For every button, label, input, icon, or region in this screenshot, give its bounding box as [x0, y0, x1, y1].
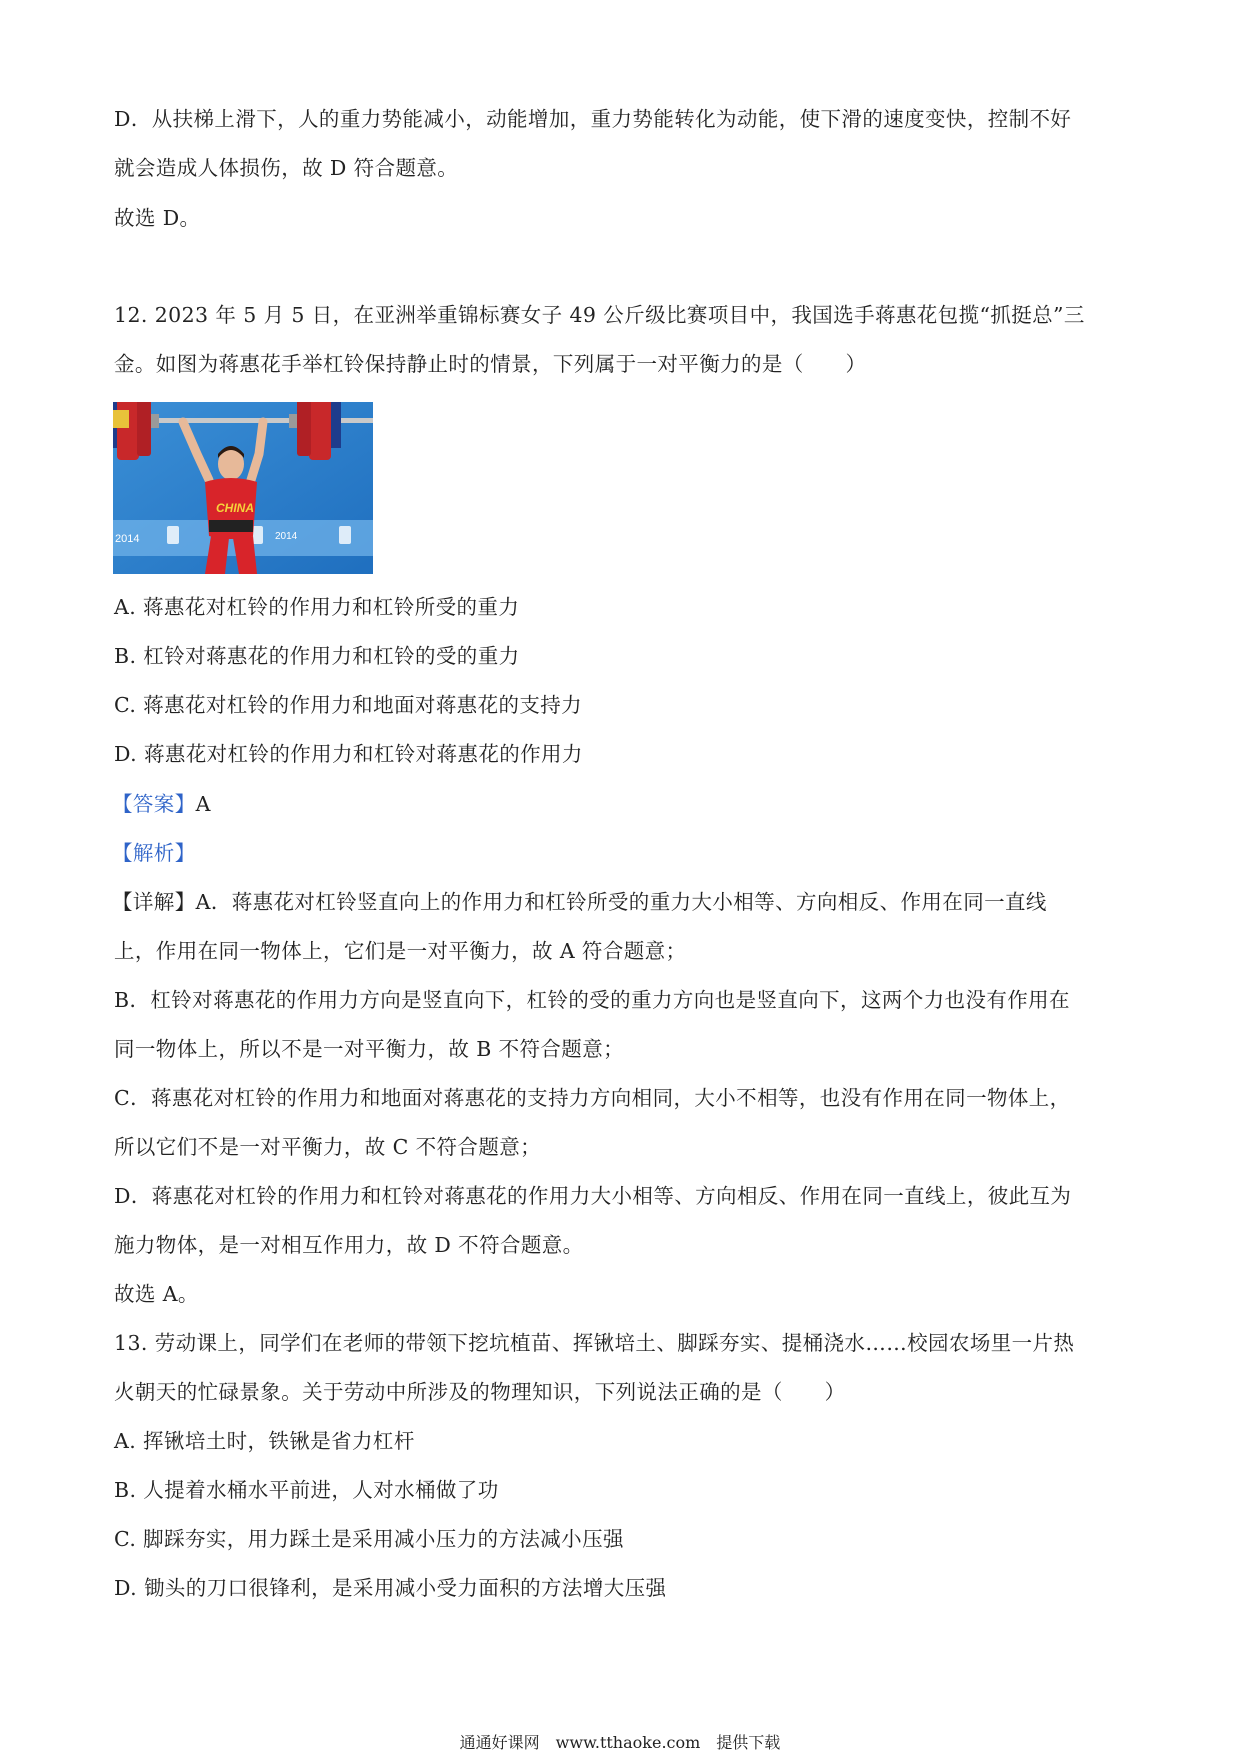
banner-logo-1 [167, 526, 179, 544]
banner-logo-3 [339, 526, 351, 544]
q12-conclusion: 故选 A。 [114, 1282, 199, 1306]
q12-analysis-row [112, 838, 1122, 868]
q13-option-d: D. 锄头的刀口很锋利，是采用减小受力面积的方法增大压强 [114, 1576, 667, 1600]
q12-stem-line2: 金。如图为蒋惠花手举杠铃保持静止时的情景，下列属于一对平衡力的是（ ） [114, 352, 867, 376]
q12-detail-b-line2: 同一物体上，所以不是一对平衡力，故 B 不符合题意； [114, 1037, 624, 1061]
q13-option-b: B. 人提着水桶水平前进，人对水桶做了功 [114, 1478, 499, 1502]
q12-option-b: B. 杠铃对蒋惠花的作用力和杠铃的受的重力 [114, 644, 520, 668]
detail-tag: 【详解】 [112, 890, 196, 914]
prev-option-d-line2: 就会造成人体损伤，故 D 符合题意。 [114, 156, 459, 180]
banner-text-mid: 2014 [275, 531, 298, 542]
left-collar [151, 414, 159, 428]
q13-option-a: A. 挥锹培土时，铁锹是省力杠杆 [114, 1429, 415, 1453]
jersey-text: CHINA [216, 501, 254, 515]
q12-answer-row [112, 789, 1122, 819]
weightlifter-photo [113, 402, 373, 574]
prev-option-d-line1: D．从扶梯上滑下，人的重力势能减小，动能增加，重力势能转化为动能，使下滑的速度变快，控制不好 [114, 107, 1072, 131]
banner-text-left: 2014 [115, 533, 140, 545]
q12-detail-a-line1 [112, 887, 1122, 917]
answer-tag: 【答案】 [112, 792, 196, 816]
right-plate-red-1 [309, 402, 331, 460]
q12-detail-b-line1: B．杠铃对蒋惠花的作用力方向是竖直向下，杠铃的受的重力方向也是竖直向下，这两个力也没有作用在 [114, 988, 1070, 1012]
q12-detail-c-line1: C．蒋惠花对杠铃的作用力和地面对蒋惠花的支持力方向相同，大小不相等，也没有作用在同一物体上， [114, 1086, 1071, 1110]
analysis-tag: 【解析】 [112, 841, 196, 865]
left-plate-red-2 [137, 402, 151, 456]
prev-conclusion: 故选 D。 [114, 206, 201, 230]
right-collar [289, 414, 297, 428]
q12-option-c: C. 蒋惠花对杠铃的作用力和地面对蒋惠花的支持力 [114, 693, 583, 717]
q12-option-d: D. 蒋惠花对杠铃的作用力和杠铃对蒋惠花的作用力 [114, 742, 583, 766]
right-plate-red-2 [297, 402, 311, 456]
q12-stem-line1: 12. 2023 年 5 月 5 日，在亚洲举重锦标赛女子 49 公斤级比赛项目中，我国选手蒋惠花包揽“抓挺总”三 [114, 303, 1085, 327]
q13-stem-line2: 火朝天的忙碌景象。关于劳动中所涉及的物理知识，下列说法正确的是（ ） [114, 1380, 846, 1404]
answer-value: A [195, 792, 211, 816]
q12-detail-a-line2: 上，作用在同一物体上，它们是一对平衡力，故 A 符合题意； [114, 939, 687, 963]
q13-stem-line1: 13. 劳动课上，同学们在老师的带领下挖坑植苗、挥锹培土、脚踩夯实、提桶浇水……校园农场里一片热 [114, 1331, 1075, 1355]
right-plate-blue [331, 402, 341, 448]
detail-a-text: A．蒋惠花对杠铃竖直向上的作用力和杠铃所受的重力大小相等、方向相反、作用在同一直线 [195, 890, 1047, 914]
q12-option-a: A. 蒋惠花对杠铃的作用力和杠铃所受的重力 [114, 595, 520, 619]
page-footer: 通通好课网 www.tthaoke.com 提供下载 [459, 1733, 781, 1752]
q12-detail-c-line2: 所以它们不是一对平衡力，故 C 不符合题意； [114, 1135, 542, 1159]
q13-option-c: C. 脚踩夯实，用力踩土是采用减小压力的方法减小压强 [114, 1527, 624, 1551]
q12-detail-d-line2: 施力物体，是一对相互作用力，故 D 不符合题意。 [114, 1233, 584, 1257]
q12-detail-d-line1: D．蒋惠花对杠铃的作用力和杠铃对蒋惠花的作用力大小相等、方向相反、作用在同一直线上，彼此互为 [114, 1184, 1072, 1208]
left-plate-yellow [113, 410, 129, 428]
athlete-belt [209, 520, 253, 532]
